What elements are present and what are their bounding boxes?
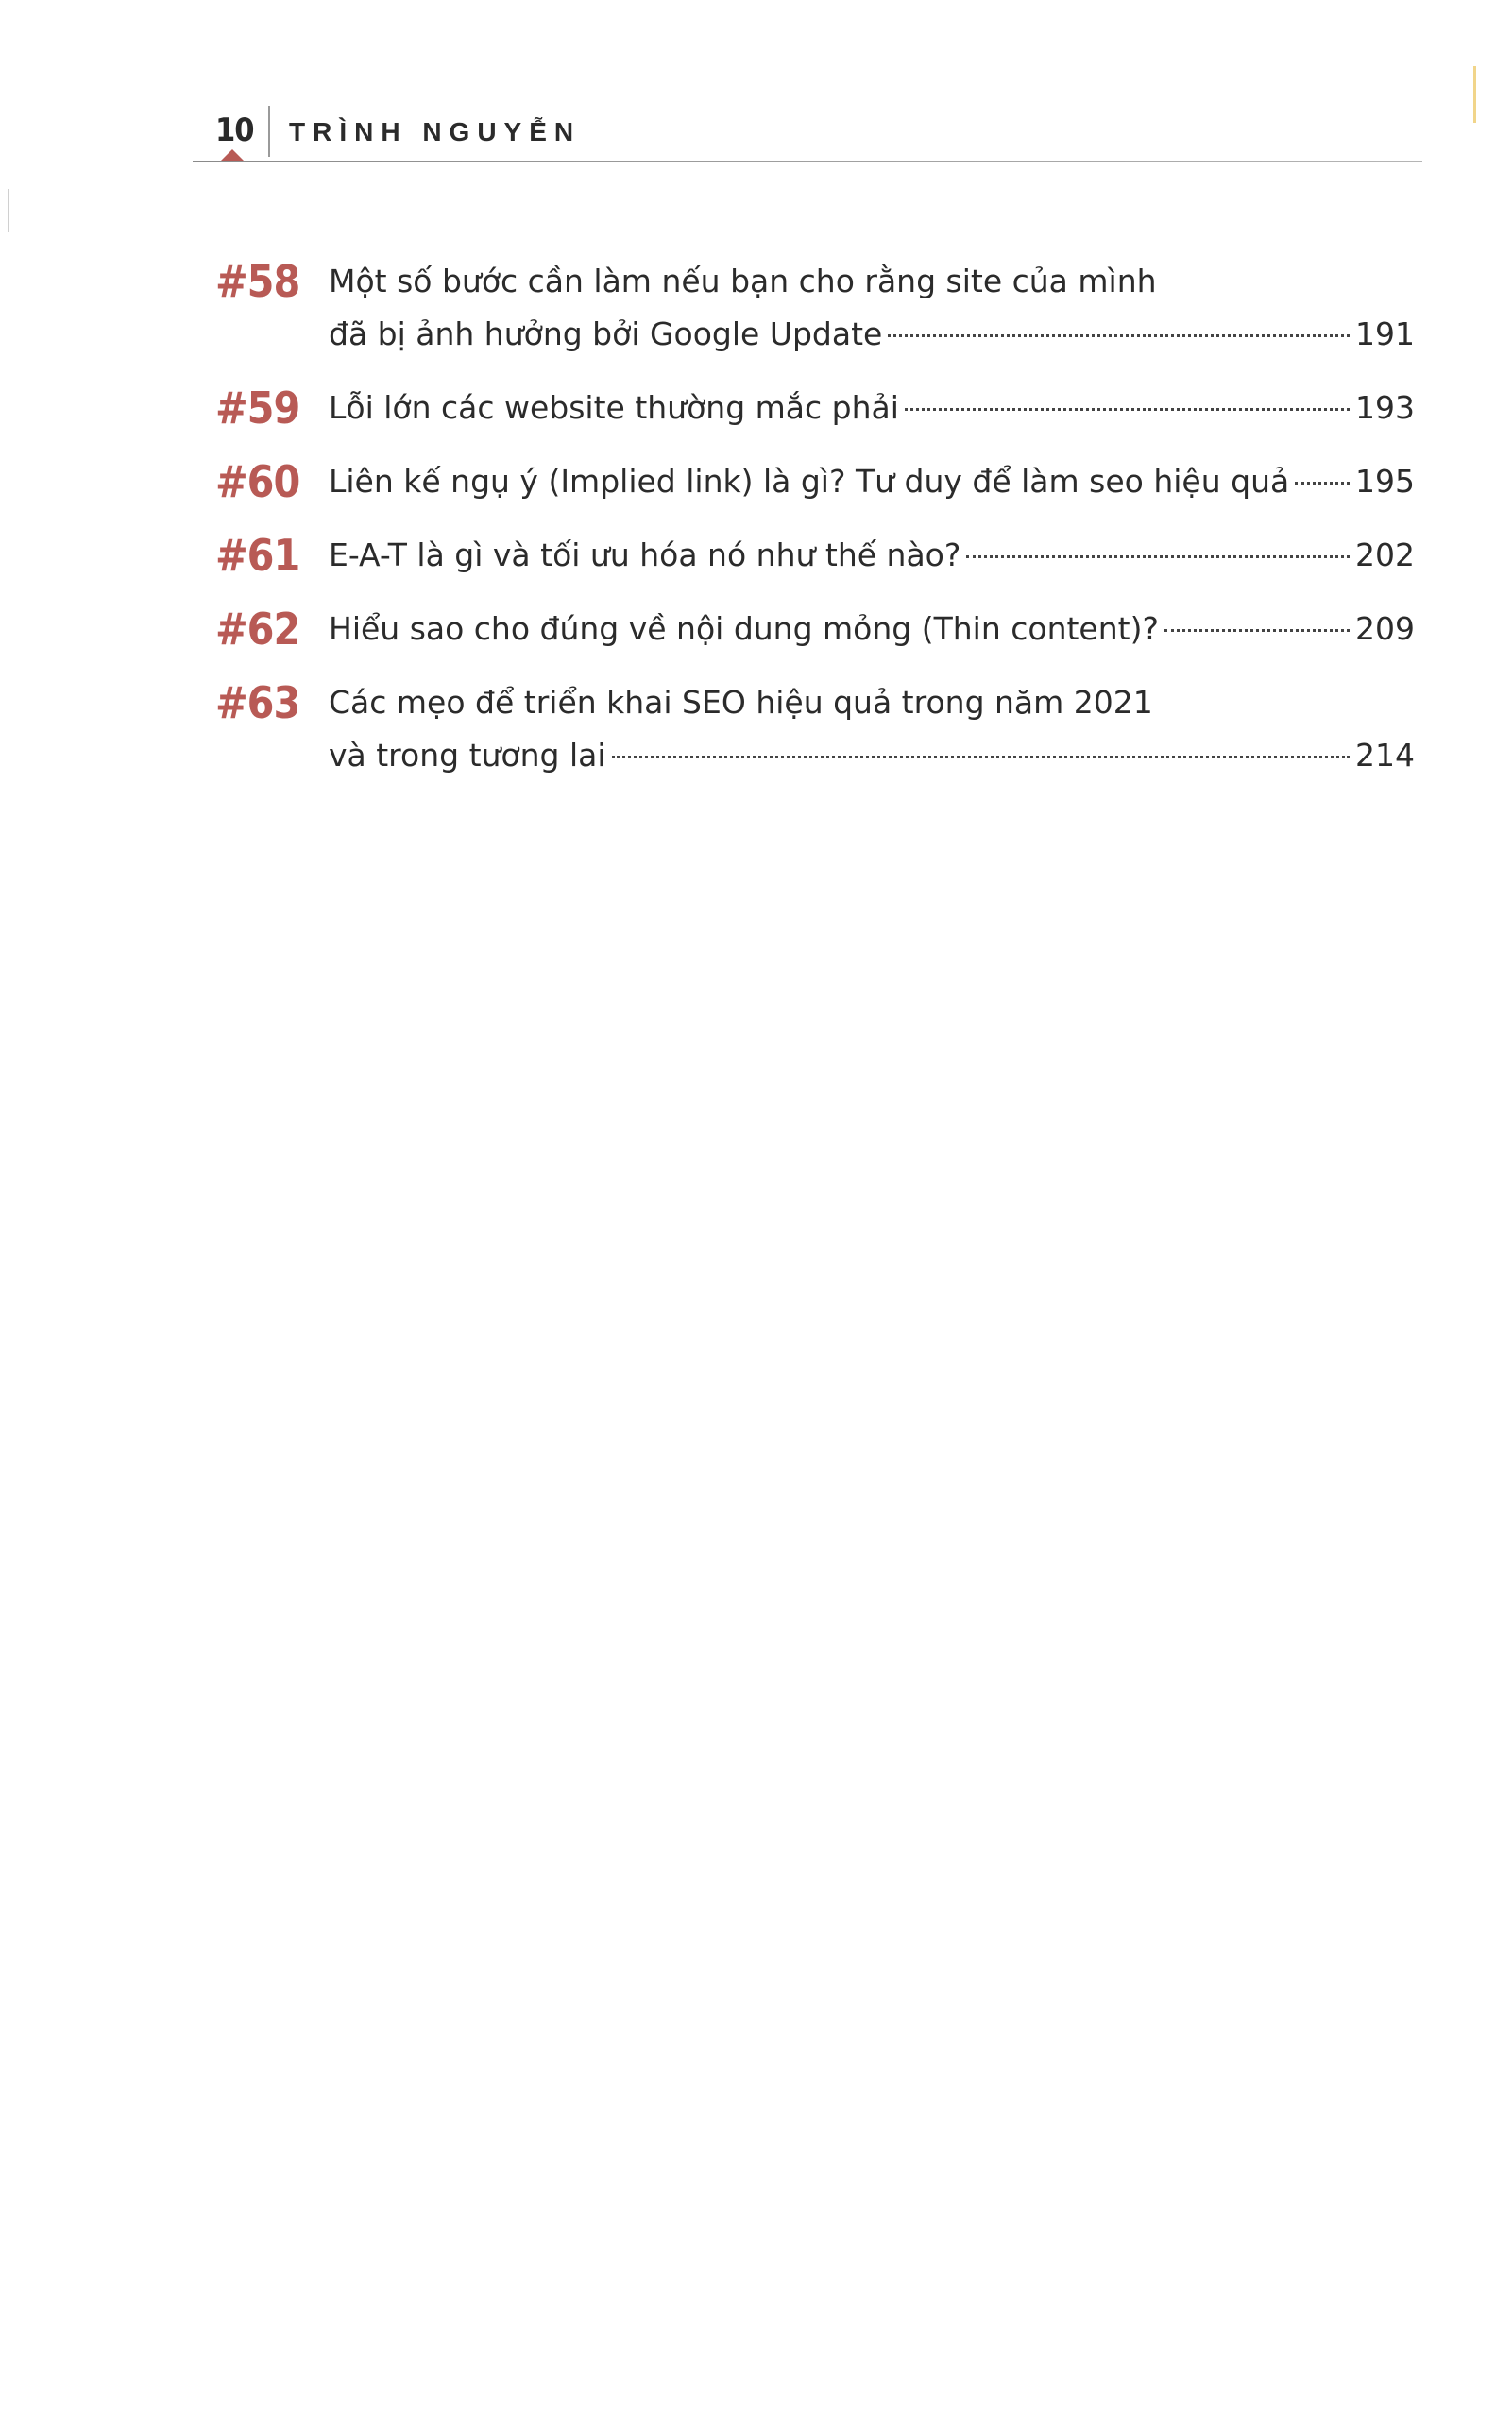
margin-highlight-mark bbox=[1473, 66, 1476, 123]
toc-entry-title: và trong tương lai bbox=[329, 737, 606, 774]
toc-entry-body bbox=[329, 529, 1415, 582]
toc-entry[interactable] bbox=[215, 529, 1415, 582]
toc-entry-body bbox=[329, 255, 1415, 361]
toc-entry[interactable] bbox=[215, 255, 1415, 361]
toc-entry-body bbox=[329, 382, 1415, 434]
toc-leader-dots bbox=[905, 408, 1350, 411]
author-name: TRÌNH NGUYỄN bbox=[289, 117, 582, 146]
toc-entry[interactable] bbox=[215, 382, 1415, 434]
toc-entry-line bbox=[329, 255, 1415, 308]
header-rule bbox=[193, 161, 1422, 162]
toc-entry[interactable] bbox=[215, 603, 1415, 656]
toc-entry-number: #61 bbox=[215, 530, 300, 581]
toc-entry-title: Một số bước cần làm nếu bạn cho rằng site của mình bbox=[329, 263, 1157, 299]
scan-edge-mark bbox=[8, 189, 9, 232]
toc-entry-line bbox=[329, 529, 1415, 582]
toc-entry-title: Liên kế ngụ ý (Implied link) là gì? Tư duy để làm seo hiệu quả bbox=[329, 463, 1290, 500]
toc-entry-line bbox=[329, 729, 1415, 782]
toc-leader-dots bbox=[888, 334, 1350, 337]
toc-entry-title: đã bị ảnh hưởng bởi Google Update bbox=[329, 315, 883, 352]
toc-entry-number: #60 bbox=[215, 456, 300, 507]
toc-entry-line bbox=[329, 308, 1415, 361]
toc-entry[interactable] bbox=[215, 455, 1415, 508]
toc-entry-number: #62 bbox=[215, 604, 300, 655]
toc-entry-number: #63 bbox=[215, 677, 300, 728]
toc-entry-line bbox=[329, 382, 1415, 434]
header-separator bbox=[268, 106, 270, 157]
toc-entry-title: Các mẹo để triển khai SEO hiệu quả trong năm 2021 bbox=[329, 684, 1153, 721]
toc-entry-title: E-A-T là gì và tối ưu hóa nó như thế nào? bbox=[329, 536, 961, 573]
toc-entry-body bbox=[329, 603, 1415, 656]
running-header bbox=[193, 106, 1420, 162]
toc-entry-page: 195 bbox=[1355, 463, 1415, 500]
toc-entry-line bbox=[329, 603, 1415, 656]
toc-entry-page: 209 bbox=[1355, 610, 1415, 647]
toc-entry-page: 193 bbox=[1355, 389, 1415, 426]
toc-entry-number: #58 bbox=[215, 256, 300, 307]
toc-entry-line bbox=[329, 455, 1415, 508]
toc-leader-dots bbox=[612, 756, 1350, 758]
toc-entry-page: 214 bbox=[1355, 737, 1415, 774]
toc-entry-body bbox=[329, 676, 1415, 782]
toc-entry-title: Hiểu sao cho đúng về nội dung mỏng (Thin content)? bbox=[329, 610, 1159, 647]
toc-entry-number: #59 bbox=[215, 383, 300, 434]
toc-entry-line bbox=[329, 676, 1415, 729]
toc-leader-dots bbox=[1295, 482, 1350, 485]
toc-entry-page: 202 bbox=[1355, 536, 1415, 573]
toc-leader-dots bbox=[1164, 629, 1350, 632]
toc-entry-body bbox=[329, 455, 1415, 508]
page-number: 10 bbox=[215, 111, 254, 149]
toc-entry[interactable] bbox=[215, 676, 1415, 782]
toc-leader-dots bbox=[966, 555, 1350, 558]
toc-entry-page: 191 bbox=[1355, 315, 1415, 352]
toc-entry-title: Lỗi lớn các website thường mắc phải bbox=[329, 389, 899, 426]
table-of-contents bbox=[215, 255, 1415, 803]
